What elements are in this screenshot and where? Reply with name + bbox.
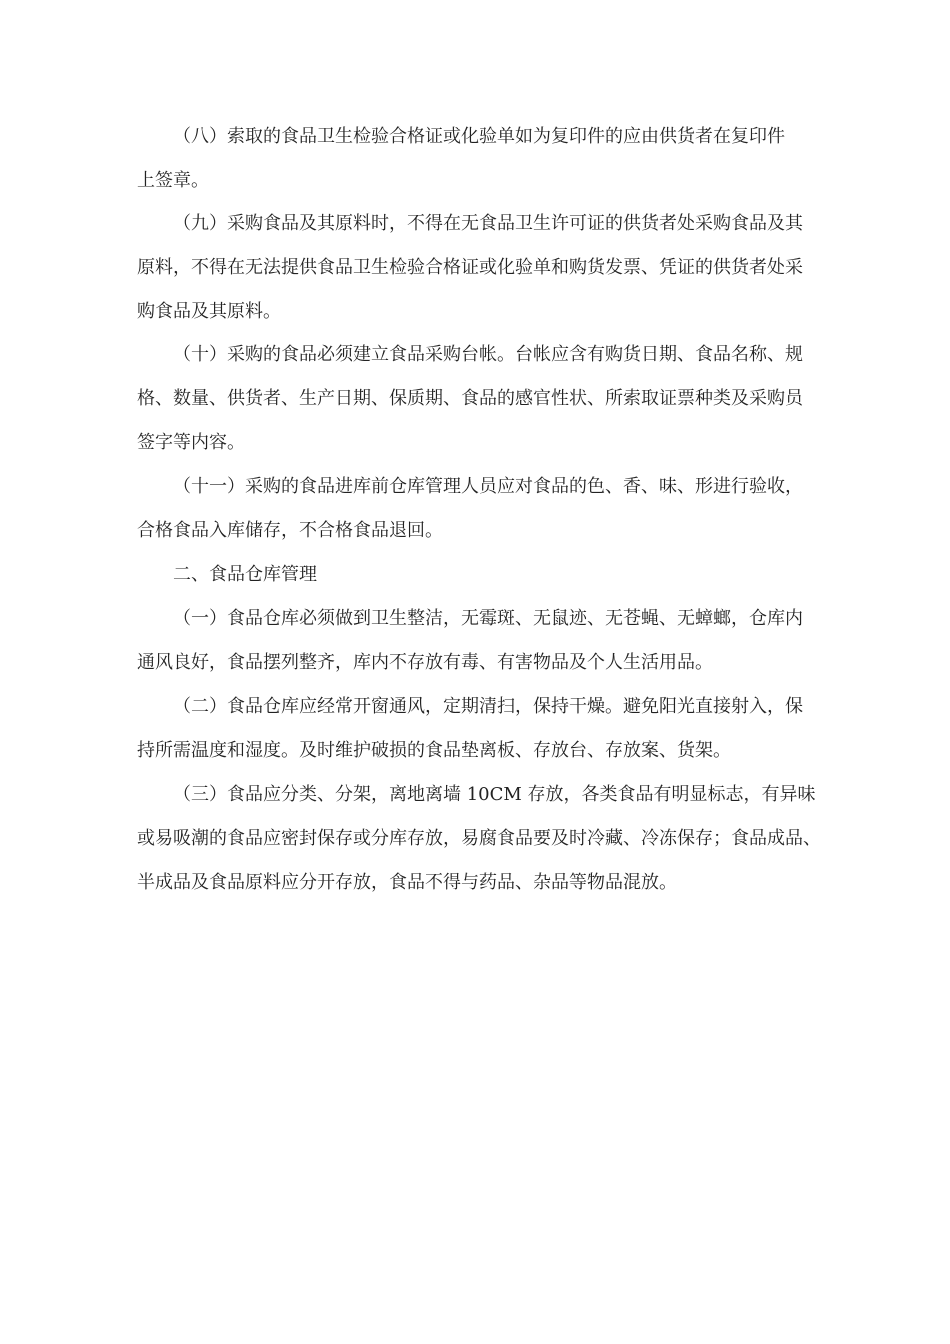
text-line: （九）采购食品及其原料时，不得在无食品卫生许可证的供货者处采购食品及其	[173, 213, 803, 234]
text-line: （十一）采购的食品进库前仓库管理人员应对食品的色、香、味、形进行验收，	[173, 476, 803, 497]
text-line: 半成品及食品原料应分开存放，食品不得与药品、杂品等物品混放。	[137, 872, 677, 893]
text-line: （八）索取的食品卫生检验合格证或化验单如为复印件的应由供货者在复印件	[173, 126, 785, 147]
text-line: 合格食品入库储存，不合格食品退回。	[137, 520, 443, 541]
text-line: 购食品及其原料。	[137, 301, 281, 322]
paragraph-warehouse-1	[137, 597, 857, 685]
section-heading: 二、食品仓库管理	[173, 564, 317, 585]
text-line: 签字等内容。	[137, 432, 245, 453]
section-heading-warehouse	[137, 553, 857, 597]
text-line: （三）食品应分类、分架，离地离墙 10CM 存放，各类食品有明显标志，有异味	[173, 784, 816, 805]
paragraph-item-9	[137, 202, 857, 334]
paragraph-item-11	[137, 465, 857, 553]
text-line: 通风良好，食品摆列整齐，库内不存放有毒、有害物品及个人生活用品。	[137, 652, 713, 673]
paragraph-item-10	[137, 333, 857, 465]
text-line: 原料，不得在无法提供食品卫生检验合格证或化验单和购货发票、凭证的供货者处采	[137, 257, 803, 278]
text-line: 上签章。	[137, 170, 209, 191]
text-line: （一）食品仓库必须做到卫生整洁，无霉斑、无鼠迹、无苍蝇、无蟑螂，仓库内	[173, 608, 803, 629]
text-line: （十）采购的食品必须建立食品采购台帐。台帐应含有购货日期、食品名称、规	[173, 344, 803, 365]
paragraph-item-8	[137, 115, 857, 203]
text-line: 或易吸潮的食品应密封保存或分库存放，易腐食品要及时冷藏、冷冻保存；食品成品、	[137, 828, 821, 849]
paragraph-warehouse-2	[137, 685, 857, 773]
text-line: 格、数量、供货者、生产日期、保质期、食品的感官性状、所索取证票种类及采购员	[137, 388, 803, 409]
text-line: （二）食品仓库应经常开窗通风，定期清扫，保持干燥。避免阳光直接射入，保	[173, 696, 803, 717]
text-line: 持所需温度和湿度。及时维护破损的食品垫离板、存放台、存放案、货架。	[137, 740, 731, 761]
paragraph-warehouse-3	[137, 773, 857, 905]
